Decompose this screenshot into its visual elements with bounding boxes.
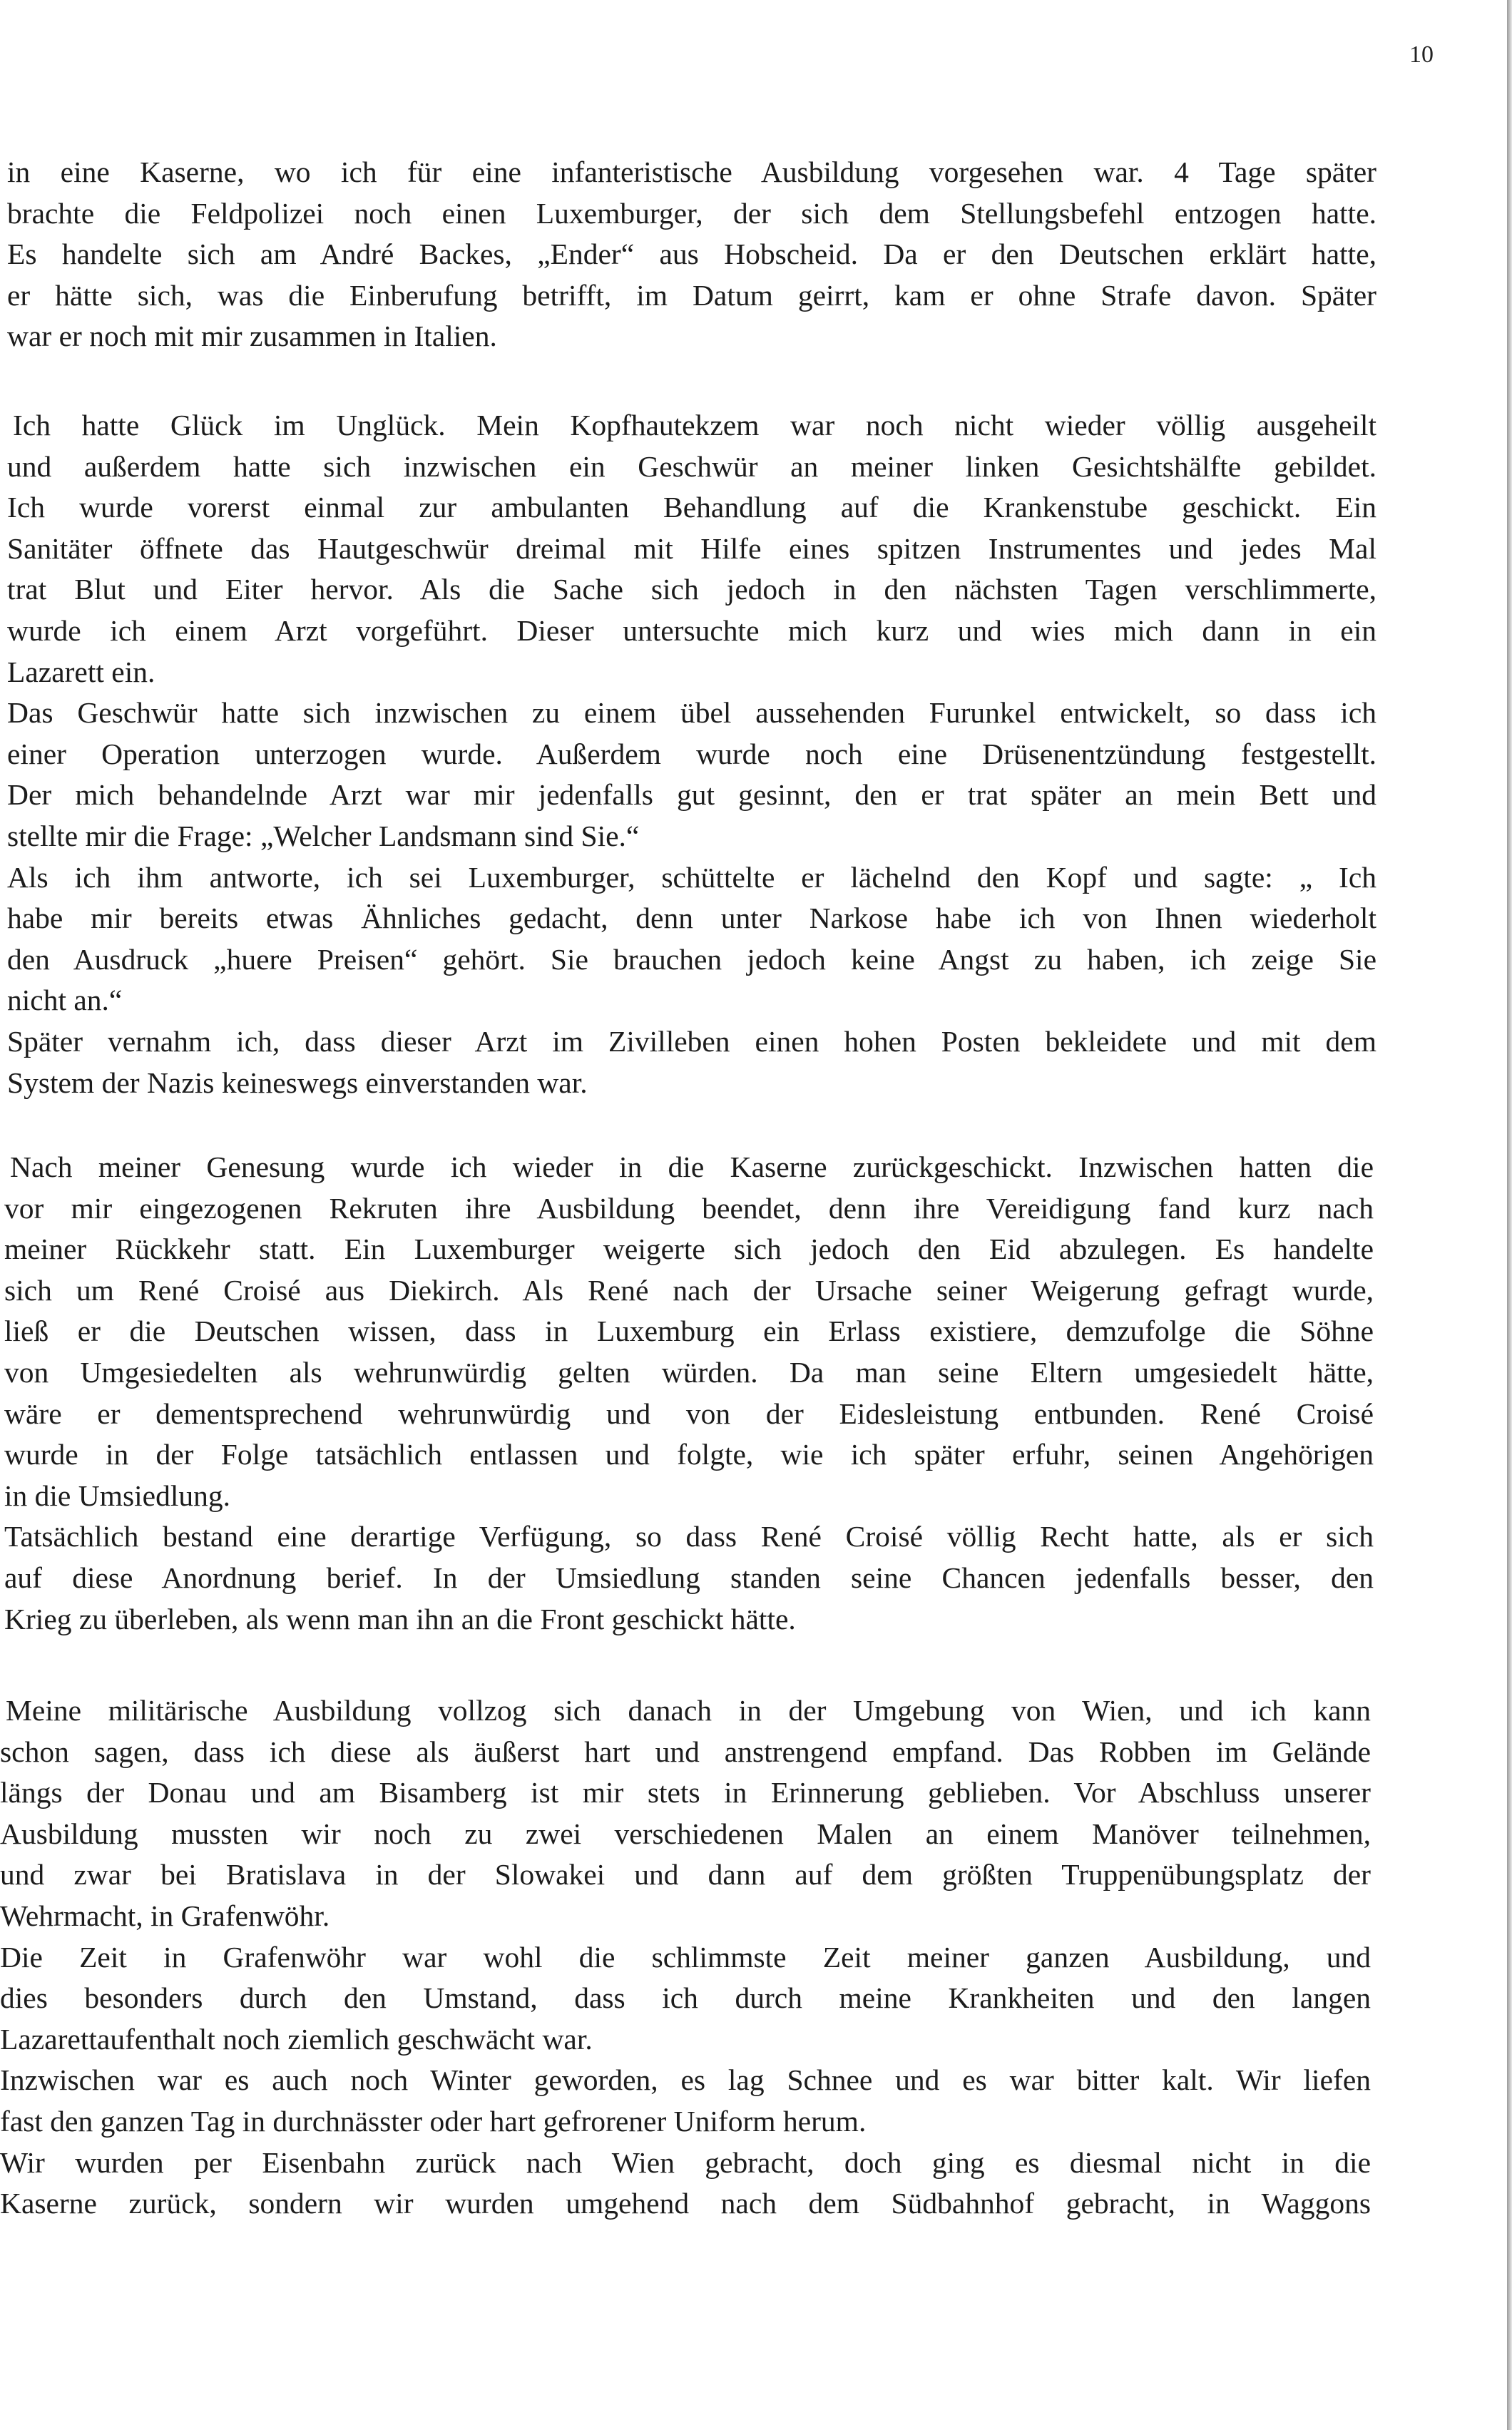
text-line: stellte mir die Frage: „Welcher Landsmann sind Sie.“ bbox=[7, 819, 640, 852]
text-line: Als ich ihm antworte, ich sei Luxemburger, schüttelte er lächelnd den Kopf und sagte: „ Ich bbox=[7, 860, 1376, 894]
text-line: von Umgesiedelten als wehrunwürdig gelten würden. Da man seine Eltern umgesiedelt hätte, bbox=[4, 1355, 1374, 1389]
text-line: Nach meiner Genesung wurde ich wieder in die Kaserne zurückgeschickt. Inzwischen hatten die bbox=[10, 1150, 1374, 1183]
paragraph-2 bbox=[7, 405, 1376, 1103]
text-line: nicht an.“ bbox=[7, 984, 123, 1017]
text-line: längs der Donau und am Bisamberg ist mir stets in Erinnerung geblieben. Vor Abschluss unserer bbox=[0, 1776, 1371, 1809]
text-line: schon sagen, dass ich diese als äußerst hart und anstrengend empfand. Das Robben im Gelände bbox=[0, 1735, 1371, 1768]
paragraph-3 bbox=[4, 1147, 1374, 1640]
text-line: Tatsächlich bestand eine derartige Verfügung, so dass René Croisé völlig Recht hatte, als er sich bbox=[4, 1520, 1374, 1553]
page-number: 10 bbox=[1409, 41, 1434, 68]
text-line: auf diese Anordnung berief. In der Umsiedlung standen seine Chancen jedenfalls besser, den bbox=[4, 1561, 1374, 1594]
text-line: er hätte sich, was die Einberufung betrifft, im Datum geirrt, kam er ohne Strafe davon. Später bbox=[7, 278, 1376, 312]
text-line: habe mir bereits etwas Ähnliches gedacht, denn unter Narkose habe ich von Ihnen wiederholt bbox=[7, 902, 1376, 935]
text-line: meiner Rückkehr statt. Ein Luxemburger weigerte sich jedoch den Eid abzulegen. Es handelte bbox=[4, 1232, 1374, 1266]
text-line: wurde ich einem Arzt vorgeführt. Dieser untersuchte mich kurz und wies mich dann in ein bbox=[7, 613, 1376, 647]
text-line: in die Umsiedlung. bbox=[4, 1479, 230, 1512]
text-line: war er noch mit mir zusammen in Italien. bbox=[7, 320, 497, 353]
text-line: Wir wurden per Eisenbahn zurück nach Wien gebracht, doch ging es diesmal nicht in die bbox=[0, 2145, 1371, 2179]
text-line: vor mir eingezogenen Rekruten ihre Ausbildung beendet, denn ihre Vereidigung fand kurz nach bbox=[4, 1191, 1374, 1225]
scan-edge-shadow bbox=[1507, 0, 1512, 2430]
text-line: Später vernahm ich, dass dieser Arzt im Zivilleben einen hohen Posten bekleidete und mit dem bbox=[7, 1024, 1376, 1058]
text-line: den Ausdruck „huere Preisen“ gehört. Sie brauchen jedoch keine Angst zu haben, ich zeige Sie bbox=[7, 942, 1376, 976]
paragraph-1 bbox=[7, 152, 1376, 357]
text-line: Das Geschwür hatte sich inzwischen zu einem übel aussehenden Furunkel entwickelt, so dass ich bbox=[7, 696, 1376, 730]
paragraph-4 bbox=[0, 1690, 1371, 2225]
text-line: Krieg zu überleben, als wenn man ihn an die Front geschickt hätte. bbox=[4, 1602, 796, 1635]
text-line: Ich hatte Glück im Unglück. Mein Kopfhautekzem war noch nicht wieder völlig ausgeheilt bbox=[13, 409, 1376, 441]
text-line: sich um René Croisé aus Diekirch. Als René nach der Ursache seiner Weigerung gefragt wurde, bbox=[4, 1273, 1374, 1307]
text-line: Kaserne zurück, sondern wir wurden umgehend nach dem Südbahnhof gebracht, in Waggons bbox=[0, 2187, 1371, 2220]
text-line: System der Nazis keineswegs einverstanden war. bbox=[7, 1066, 588, 1099]
text-line: und außerdem hatte sich inzwischen ein Geschwür an meiner linken Gesichtshälfte gebildet. bbox=[7, 449, 1376, 483]
text-line: Es handelte sich am André Backes, „Ender“ aus Hobscheid. Da er den Deutschen erklärt hatte, bbox=[7, 238, 1376, 271]
text-line: einer Operation unterzogen wurde. Außerdem wurde noch eine Drüsenentzündung festgestellt. bbox=[7, 737, 1376, 770]
text-line: wurde in der Folge tatsächlich entlassen und folgte, wie ich später erfuhr, seinen Angehörigen bbox=[4, 1438, 1374, 1471]
text-line: trat Blut und Eiter hervor. Als die Sache sich jedoch in den nächsten Tagen verschlimmerte, bbox=[7, 573, 1376, 606]
text-line: Wehrmacht, in Grafenwöhr. bbox=[0, 1899, 330, 1932]
text-line: und zwar bei Bratislava in der Slowakei und dann auf dem größten Truppenübungsplatz der bbox=[0, 1858, 1371, 1892]
text-line: Ich wurde vorerst einmal zur ambulanten Behandlung auf die Krankenstube geschickt. Ein bbox=[7, 491, 1376, 524]
text-line: Lazarett ein. bbox=[7, 655, 155, 688]
text-line: in eine Kaserne, wo ich für eine infanteristische Ausbildung vorgesehen war. 4 Tage später bbox=[7, 155, 1376, 188]
text-line: Lazarettaufenthalt noch ziemlich geschwächt war. bbox=[0, 2022, 593, 2056]
text-line: brachte die Feldpolizei noch einen Luxemburger, der sich dem Stellungsbefehl entzogen hatte. bbox=[7, 196, 1376, 230]
text-line: dies besonders durch den Umstand, dass ich durch meine Krankheiten und den langen bbox=[0, 1981, 1371, 2015]
text-line: Die Zeit in Grafenwöhr war wohl die schlimmste Zeit meiner ganzen Ausbildung, und bbox=[0, 1940, 1371, 1974]
text-line: Meine militärische Ausbildung vollzog sich danach in der Umgebung von Wien, und ich kann bbox=[6, 1694, 1371, 1727]
text-line: Inzwischen war es auch noch Winter geworden, es lag Schnee und es war bitter kalt. Wir liefen bbox=[0, 2063, 1371, 2097]
text-line: Der mich behandelnde Arzt war mir jedenfalls gut gesinnt, den er trat später an mein Bett und bbox=[7, 778, 1376, 812]
text-line: wäre er dementsprechend wehrunwürdig und von der Eidesleistung entbunden. René Croisé bbox=[4, 1397, 1374, 1430]
text-line: fast den ganzen Tag in durchnässter oder hart gefrorener Uniform herum. bbox=[0, 2104, 867, 2138]
text-line: Sanitäter öffnete das Hautgeschwür dreimal mit Hilfe eines spitzen Instrumentes und jedes Mal bbox=[7, 531, 1376, 565]
text-line: ließ er die Deutschen wissen, dass in Luxemburg ein Erlass existiere, demzufolge die Söhne bbox=[4, 1314, 1374, 1348]
text-line: Ausbildung mussten wir noch zu zwei verschiedenen Malen an einem Manöver teilnehmen, bbox=[0, 1817, 1371, 1850]
